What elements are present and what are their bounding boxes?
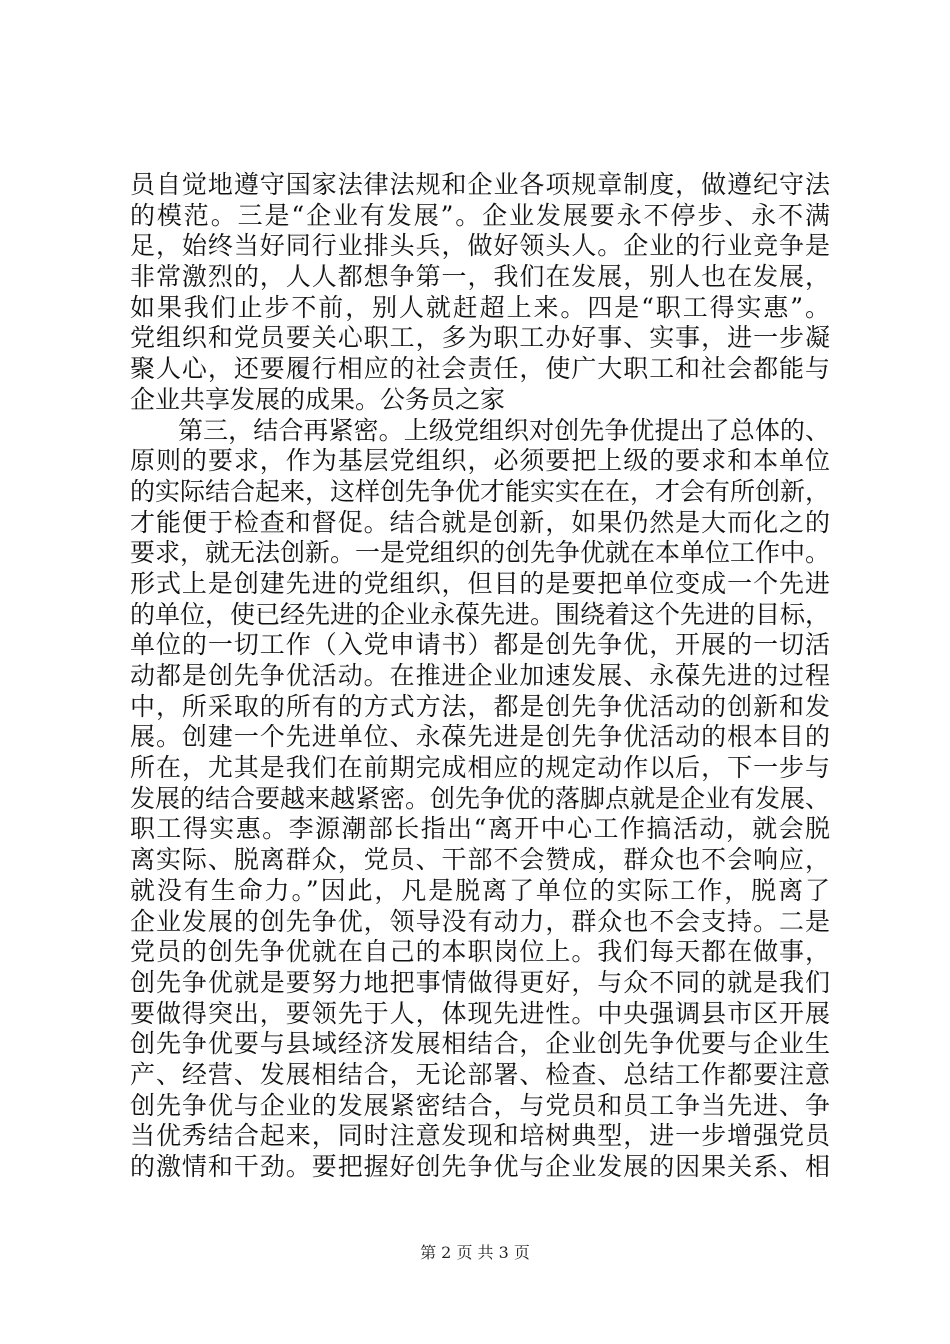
text-line: 聚人心，还要履行相应的社会责任，使广大职工和社会都能与 bbox=[130, 354, 830, 384]
text-line: 的模范。三是“企业有发展”。企业发展要永不停步、永不满 bbox=[130, 200, 830, 230]
text-line: 中，所采取的所有的方式方法，都是创先争优活动的创新和发 bbox=[130, 691, 830, 721]
text-line: 要求，就无法创新。一是党组织的创先争优就在本单位工作中。 bbox=[130, 538, 831, 568]
text-line: 职工得实惠。李源潮部长指出“离开中心工作搞活动，就会脱 bbox=[130, 814, 830, 844]
text-line: 非常激烈的，人人都想争第一，我们在发展，别人也在发展， bbox=[130, 262, 830, 292]
text-line: 的激情和干劲。要把握好创先争优与企业发展的因果关系、相 bbox=[130, 1152, 830, 1181]
document-body bbox=[130, 170, 830, 1183]
text-line: 离实际、脱离群众，党员、干部不会赞成，群众也不会响应， bbox=[130, 845, 830, 875]
text-line: 动都是创先争优活动。在推进企业加速发展、永葆先进的过程 bbox=[130, 661, 830, 690]
paragraph-start-line: 第三，结合再紧密。上级党组织对创先争优提出了总体的、 bbox=[178, 415, 830, 445]
text-line: 创先争优与企业的发展紧密结合，与党员和员工争当先进、争 bbox=[130, 1090, 830, 1120]
text-line: 足，始终当好同行业排头兵，做好领头人。企业的行业竞争是 bbox=[130, 231, 830, 261]
text-line: 党员的创先争优就在自己的本职岗位上。我们每天都在做事， bbox=[130, 937, 830, 967]
text-line: 的实际结合起来，这样创先争优才能实实在在，才会有所创新， bbox=[130, 476, 831, 506]
text-line: 形式上是创建先进的党组织，但目的是要把单位变成一个先进 bbox=[130, 568, 830, 598]
text-line: 如果我们止步不前，别人就赶超上来。四是“职工得实惠”。 bbox=[130, 292, 830, 322]
text-line: 原则的要求，作为基层党组织，必须要把上级的要求和本单位 bbox=[130, 446, 830, 476]
text-line: 展。创建一个先进单位、永葆先进是创先争优活动的根本目的 bbox=[130, 722, 830, 752]
text-line: 企业发展的创先争优，领导没有动力，群众也不会支持。二是 bbox=[130, 906, 830, 936]
text-line: 党组织和党员要关心职工，多为职工办好事、实事，进一步凝 bbox=[130, 323, 830, 353]
text-line: 单位的一切工作（入党申请书）都是创先争优，开展的一切活 bbox=[130, 630, 830, 660]
page-number-footer: 第 2 页 共 3 页 bbox=[420, 1243, 530, 1262]
text-line: 就没有生命力。”因此，凡是脱离了单位的实际工作，脱离了 bbox=[130, 875, 830, 905]
text-line: 才能便于检查和督促。结合就是创新，如果仍然是大而化之的 bbox=[130, 507, 830, 537]
text-line: 创先争优要与县域经济发展相结合，企业创先争优要与企业生 bbox=[130, 1029, 830, 1059]
text-line: 当优秀结合起来，同时注意发现和培树典型，进一步增强党员 bbox=[130, 1121, 830, 1151]
text-line: 要做得突出，要领先于人，体现先进性。中央强调县市区开展 bbox=[130, 998, 830, 1028]
text-line: 创先争优就是要努力地把事情做得更好，与众不同的就是我们 bbox=[130, 967, 830, 997]
text-line: 发展的结合要越来越紧密。创先争优的落脚点就是企业有发展、 bbox=[130, 783, 831, 813]
text-line: 员自觉地遵守国家法律法规和企业各项规章制度，做遵纪守法 bbox=[130, 170, 830, 199]
text-line: 所在，尤其是我们在前期完成相应的规定动作以后，下一步与 bbox=[130, 753, 830, 783]
text-line: 产、经营、发展相结合，无论部署、检查、总结工作都要注意 bbox=[130, 1059, 830, 1089]
text-line: 的单位，使已经先进的企业永葆先进。围绕着这个先进的目标， bbox=[130, 599, 831, 629]
text-line: 企业共享发展的成果。公务员之家 bbox=[130, 384, 506, 414]
